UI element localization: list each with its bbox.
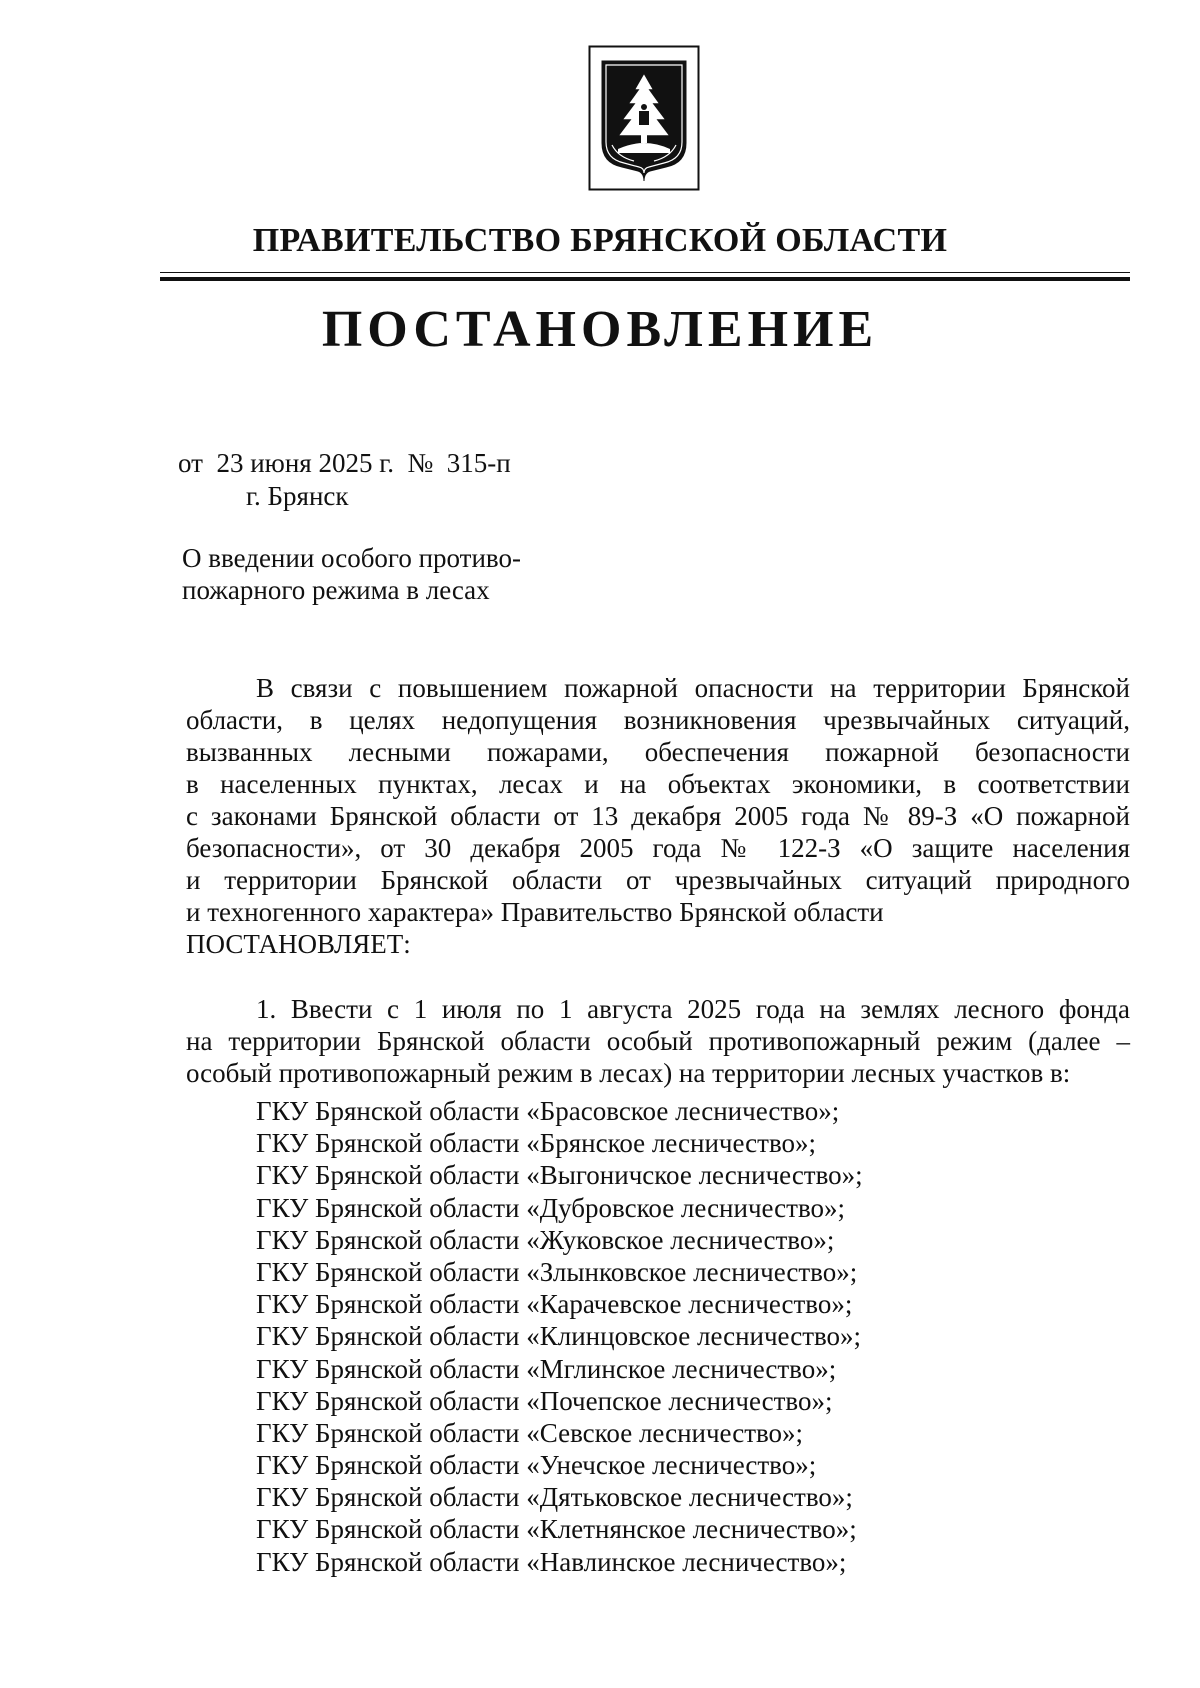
document-subject: [182, 542, 521, 606]
clause-line: на территории Брянской области особый противопожарный режим (далее –: [186, 1026, 1130, 1056]
preamble-line: в населенных пунктах, лесах и на объектах экономики, в соответствии: [186, 769, 1130, 799]
document-date: 23 июня 2025 г.: [216, 448, 394, 478]
decree-word: ПОСТАНОВЛЯЕТ:: [186, 929, 411, 959]
preamble-line: области, в целях недопущения возникновения чрезвычайных ситуаций,: [186, 705, 1130, 735]
subject-line: О введении особого противо-: [182, 543, 521, 573]
date-prefix: от: [178, 448, 203, 478]
clause-line: особый противопожарный режим в лесах) на территории лесных участков в:: [186, 1058, 1071, 1088]
clause-line: 1. Ввести с 1 июля по 1 августа 2025 года на землях лесного фонда: [256, 994, 1130, 1024]
preamble-line: безопасности», от 30 декабря 2005 года № 122-З «О защите населения: [186, 833, 1130, 863]
clause-1-paragraph: [186, 993, 1130, 1089]
preamble-line: вызванных лесными пожарами, обеспечения пожарной безопасности: [186, 737, 1130, 767]
list-item: ГКУ Брянской области «Унечское лесничество»;: [256, 1450, 817, 1481]
list-item: ГКУ Брянской области «Дубровское лесничество»;: [256, 1192, 846, 1223]
subject-line: пожарного режима в лесах: [182, 575, 490, 605]
government-title: ПРАВИТЕЛЬСТВО БРЯНСКОЙ ОБЛАСТИ: [252, 222, 948, 259]
preamble-paragraph: [186, 672, 1130, 928]
list-item: ГКУ Брянской области «Почепское лесничество»;: [256, 1385, 833, 1416]
preamble-line: и техногенного характера» Правительство Брянской области: [186, 897, 884, 927]
preamble-line: В связи с повышением пожарной опасности на территории Брянской: [256, 673, 1130, 703]
list-item: ГКУ Брянской области «Карачевское лесничество»;: [256, 1289, 853, 1320]
list-item: ГКУ Брянской области «Выгоничское лесничество»;: [256, 1160, 863, 1191]
list-item: ГКУ Брянской области «Брасовское лесничество»;: [256, 1096, 840, 1126]
list-item: ГКУ Брянской области «Дятьковское лесничество»;: [256, 1482, 853, 1513]
list-item: ГКУ Брянской области «Севское лесничество»;: [256, 1417, 804, 1448]
document-type-title: ПОСТАНОВЛЕНИЕ: [321, 301, 879, 358]
list-item: ГКУ Брянской области «Брянское лесничество»;: [256, 1128, 817, 1159]
list-item: ГКУ Брянской области «Мглинское лесничество»;: [256, 1353, 837, 1384]
list-item: ГКУ Брянской области «Клетнянское лесничество»;: [256, 1514, 857, 1545]
preamble-line: с законами Брянской области от 13 декабря 2005 года № 89-З «О пожарной: [186, 801, 1130, 831]
document-number: 315-п: [446, 448, 511, 478]
number-sign: №: [407, 448, 434, 478]
document-date-number: [178, 447, 511, 479]
header-rule-thin: [160, 272, 1130, 273]
document-city: г. Брянск: [246, 481, 349, 511]
preamble-line: и территории Брянской области от чрезвычайных ситуаций природного: [186, 865, 1130, 895]
forestry-list: [256, 1095, 863, 1578]
coat-of-arms-icon: [588, 45, 700, 191]
list-item: ГКУ Брянской области «Навлинское лесничество»;: [256, 1546, 847, 1577]
list-item: ГКУ Брянской области «Жуковское лесничество»;: [256, 1224, 835, 1255]
header-rule-thick: [160, 277, 1130, 281]
list-item: ГКУ Брянской области «Клинцовское лесничество»;: [256, 1321, 862, 1352]
list-item: ГКУ Брянской области «Злынковское лесничество»;: [256, 1256, 858, 1287]
